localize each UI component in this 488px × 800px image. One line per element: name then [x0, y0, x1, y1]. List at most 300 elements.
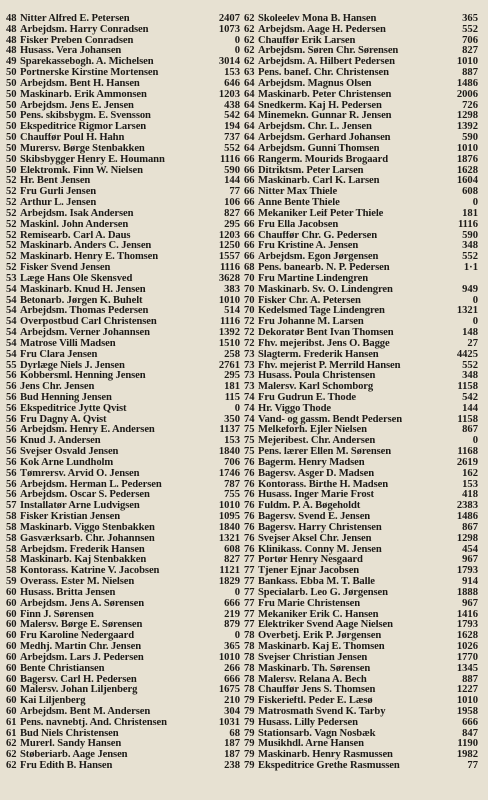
house-number: 52 [6, 198, 17, 209]
house-number: 70 [244, 284, 255, 295]
list-row [6, 415, 240, 426]
resident-name: Kobbersml. Henning Jensen [20, 371, 146, 382]
resident-name: Remisearb. Carl A. Daus [20, 230, 131, 241]
house-number: 77 [244, 598, 255, 609]
resident-name: Ekspeditrice Rigmor Larsen [20, 122, 147, 133]
assessed-income: 77 [229, 187, 240, 198]
assessed-income: 867 [462, 425, 478, 436]
list-row [244, 610, 478, 621]
resident-name: Husass. Inger Marie Frost [258, 490, 374, 501]
resident-name: Arbejdsm. Herman L. Pedersen [20, 479, 162, 490]
house-number: 58 [6, 522, 17, 533]
assessed-income: 1158 [457, 382, 478, 393]
list-row [244, 101, 478, 112]
house-number: 59 [6, 577, 17, 588]
resident-name: Mekaniker Leif Peter Thiele [258, 208, 384, 219]
list-row [244, 25, 478, 36]
list-row [244, 187, 478, 198]
house-number: 50 [6, 68, 17, 79]
assessed-income: 1746 [218, 468, 240, 479]
assessed-income: 1010 [456, 143, 478, 154]
list-row [244, 458, 478, 469]
assessed-income: 2407 [218, 14, 240, 24]
list-row [244, 166, 478, 177]
list-row [244, 285, 478, 296]
house-number: 58 [6, 555, 17, 566]
assessed-income: 1321 [456, 306, 478, 317]
list-row [6, 425, 240, 436]
house-number: 77 [244, 555, 255, 566]
resident-name: Fru Gurli Jensen [20, 187, 97, 198]
resident-name: Fhv. mejeribst. Jens O. Bagge [258, 338, 390, 349]
list-row [6, 436, 240, 447]
assessed-income: 0 [234, 587, 240, 598]
assessed-income: 1·1 [463, 263, 478, 274]
assessed-income: 350 [224, 414, 240, 425]
resident-name: Mejeribest. Chr. Andersen [258, 436, 376, 447]
house-number: 54 [6, 284, 17, 295]
assessed-income: 27 [467, 338, 478, 349]
resident-name: Arbejdsm. Frederik Hansen [20, 544, 145, 555]
house-number: 79 [244, 750, 255, 761]
list-row [6, 36, 240, 47]
assessed-income: 304 [224, 707, 240, 717]
resident-name: Musikhdl. Arne Hansen [258, 739, 364, 750]
list-row [244, 263, 478, 274]
assessed-income: 726 [462, 100, 478, 111]
house-number: 66 [244, 154, 255, 165]
house-number: 58 [6, 566, 17, 577]
house-number: 60 [6, 587, 17, 598]
house-number: 58 [6, 512, 17, 523]
house-number: 56 [6, 457, 17, 468]
resident-name: Husass. Britta Jensen [20, 587, 116, 598]
list-row [244, 393, 478, 404]
list-row [6, 664, 240, 675]
house-number: 54 [6, 306, 17, 317]
list-row [244, 739, 478, 750]
resident-name: Installatør Arne Ludvigsen [20, 501, 140, 512]
resident-name: Kontorass. Katrine V. Jacobsen [20, 566, 160, 577]
assessed-income: 1958 [456, 707, 478, 717]
assessed-income: 454 [462, 544, 478, 555]
resident-name: Arbejdsm. Søren Chr. Sørensen [258, 46, 399, 57]
assessed-income: 258 [224, 349, 240, 360]
house-number: 73 [244, 382, 255, 393]
list-row [244, 447, 478, 458]
list-row [6, 534, 240, 545]
assessed-income: 153 [224, 68, 240, 79]
list-row [6, 90, 240, 101]
assessed-income: 2619 [456, 457, 478, 468]
house-number: 64 [244, 111, 255, 122]
assessed-income: 4425 [456, 349, 478, 360]
house-number: 56 [6, 425, 17, 436]
house-number: 72 [244, 317, 255, 328]
assessed-income: 1793 [456, 566, 478, 577]
list-row [6, 231, 240, 242]
assessed-income: 0 [472, 295, 478, 306]
list-row [6, 577, 240, 588]
house-number: 64 [244, 78, 255, 89]
list-row [244, 675, 478, 686]
house-number: 48 [6, 14, 17, 24]
resident-name: Pens. lærer Ellen M. Sørensen [258, 447, 392, 458]
list-row [6, 328, 240, 339]
house-number: 74 [244, 403, 255, 414]
list-row [6, 361, 240, 372]
house-number: 76 [244, 501, 255, 512]
house-number: 52 [6, 252, 17, 263]
resident-name: Fru Johanne M. Larsen [258, 317, 364, 328]
list-row [244, 707, 478, 718]
resident-name: Arbejdsm. Chr. L. Jensen [258, 122, 372, 133]
assessed-income: 295 [224, 219, 240, 230]
house-number: 76 [244, 512, 255, 523]
resident-name: Overpostbud Carl Christensen [20, 317, 157, 328]
house-number: 79 [244, 707, 255, 717]
assessed-income: 0 [234, 46, 240, 57]
list-row [6, 707, 240, 718]
assessed-income: 666 [224, 598, 240, 609]
list-row [244, 523, 478, 534]
resident-name: Rangerm. Mourids Brogaard [258, 154, 389, 165]
resident-name: Kai Liljenberg [20, 696, 86, 707]
assessed-income: 1345 [456, 663, 478, 674]
list-row [244, 469, 478, 480]
assessed-income: 1137 [219, 425, 240, 436]
list-row [6, 523, 240, 534]
resident-name: Maskinarb. Kaj E. Thomsen [258, 642, 385, 653]
list-row [244, 79, 478, 90]
list-row [244, 750, 478, 761]
resident-name: Arbejdsm. Aage H. Pedersen [258, 24, 386, 35]
assessed-income: 949 [462, 284, 478, 295]
assessed-income: 1298 [456, 111, 478, 122]
house-number: 54 [6, 338, 17, 349]
house-number: 56 [6, 490, 17, 501]
house-number: 77 [244, 566, 255, 577]
house-number: 56 [6, 447, 17, 458]
list-row [244, 490, 478, 501]
list-row [244, 231, 478, 242]
list-row [244, 653, 478, 664]
resident-name: Bente Christiansen [20, 663, 105, 674]
list-row [6, 46, 240, 57]
house-number: 56 [6, 414, 17, 425]
list-row [244, 274, 478, 285]
house-number: 50 [6, 154, 17, 165]
house-number: 62 [6, 739, 17, 750]
resident-name: Bagersv. Svend E. Jensen [258, 512, 371, 523]
resident-name: Skibsbygger Henry E. Houmann [20, 154, 165, 165]
assessed-income: 365 [462, 14, 478, 24]
assessed-income: 2006 [456, 89, 478, 100]
resident-name: Elektromk. Finn W. Nielsen [20, 165, 143, 176]
house-number: 76 [244, 457, 255, 468]
list-row [6, 187, 240, 198]
assessed-income: 0 [472, 436, 478, 447]
assessed-income: 1888 [456, 587, 478, 598]
resident-name: Finn J. Sørensen [20, 609, 94, 620]
list-row [244, 404, 478, 415]
assessed-income: 1486 [456, 512, 478, 523]
house-number: 73 [244, 371, 255, 382]
house-number: 70 [244, 273, 255, 284]
house-number: 60 [6, 642, 17, 653]
house-number: 78 [244, 642, 255, 653]
house-number: 54 [6, 295, 17, 306]
resident-name: Maskinarb. Viggo Stenbakken [20, 522, 155, 533]
assessed-income: 181 [224, 382, 240, 393]
resident-name: Arbejdsm. Jens A. Sørensen [20, 598, 145, 609]
house-number: 61 [6, 728, 17, 739]
list-row [244, 241, 478, 252]
list-row [244, 328, 478, 339]
resident-name: Arbejdsm. Lars J. Pedersen [20, 652, 144, 663]
list-row [244, 306, 478, 317]
house-number: 75 [244, 436, 255, 447]
assessed-income: 348 [462, 371, 478, 382]
assessed-income: 1982 [456, 750, 478, 761]
list-row [6, 285, 240, 296]
house-number: 62 [244, 57, 255, 68]
resident-name: Portør Henry Nesgaard [258, 555, 363, 566]
assessed-income: 1486 [456, 78, 478, 89]
resident-name: Arbejdsm. A. Hilbert Pedersen [258, 57, 395, 68]
resident-name: Malersv. Relana A. Bech [258, 674, 367, 685]
assessed-income: 1628 [456, 631, 478, 642]
resident-name: Fhv. mejerist P. Merrild Hansen [258, 360, 401, 371]
house-number: 60 [6, 652, 17, 663]
house-number: 78 [244, 663, 255, 674]
resident-name: Chauffør Jens S. Thomsen [258, 685, 376, 696]
list-row [6, 501, 240, 512]
list-row [6, 696, 240, 707]
assessed-income: 1116 [219, 263, 240, 274]
list-row [6, 371, 240, 382]
assessed-income: 967 [462, 598, 478, 609]
house-number: 50 [6, 143, 17, 154]
assessed-income: 1793 [456, 620, 478, 631]
list-row [6, 382, 240, 393]
resident-name: Maskinarb. Anders C. Jensen [20, 241, 152, 252]
resident-name: Kontorass. Birthe H. Madsen [258, 479, 389, 490]
house-number: 77 [244, 609, 255, 620]
resident-name: Maskinarb. Erik Ammonsen [20, 89, 147, 100]
resident-name: Arbejdsm. Egon Jørgensen [258, 252, 379, 263]
assessed-income: 542 [462, 392, 478, 403]
list-row [6, 57, 240, 68]
house-number: 60 [6, 696, 17, 707]
list-row [244, 220, 478, 231]
assessed-income: 590 [462, 230, 478, 241]
resident-name: Arthur L. Jensen [20, 198, 97, 209]
house-number: 52 [6, 187, 17, 198]
house-number: 72 [244, 328, 255, 339]
assessed-income: 106 [224, 198, 240, 209]
house-number: 76 [244, 468, 255, 479]
resident-name: Bankass. Ebba M. T. Balle [258, 577, 375, 588]
house-number: 78 [244, 631, 255, 642]
list-row [244, 631, 478, 642]
house-number: 62 [6, 761, 17, 772]
resident-name: Fru Karoline Nedergaard [20, 631, 135, 642]
list-row [6, 480, 240, 491]
list-row [244, 111, 478, 122]
house-number: 77 [244, 577, 255, 588]
assessed-income: 1203 [218, 230, 240, 241]
resident-name: Fru Gudrun E. Thode [258, 392, 356, 403]
house-number: 56 [6, 371, 17, 382]
assessed-income: 706 [462, 35, 478, 46]
assessed-income: 1416 [456, 609, 478, 620]
assessed-income: 1829 [218, 577, 240, 588]
house-number: 48 [6, 46, 17, 57]
assessed-income: 77 [467, 761, 478, 772]
house-number: 48 [6, 35, 17, 46]
list-row [6, 447, 240, 458]
assessed-income: 1250 [218, 241, 240, 252]
house-number: 64 [244, 143, 255, 154]
assessed-income: 706 [224, 457, 240, 468]
assessed-income: 181 [462, 208, 478, 219]
house-number: 79 [244, 696, 255, 707]
list-row [6, 631, 240, 642]
assessed-income: 68 [229, 728, 240, 739]
assessed-income: 1168 [457, 447, 478, 458]
house-number: 72 [244, 338, 255, 349]
assessed-income: 162 [462, 468, 478, 479]
list-row [244, 155, 478, 166]
house-number: 76 [244, 479, 255, 490]
assessed-income: 666 [224, 674, 240, 685]
resident-name: Murersv. Børge Stenbakken [20, 143, 145, 154]
assessed-income: 1010 [218, 652, 240, 663]
house-number: 78 [244, 685, 255, 696]
house-number: 50 [6, 133, 17, 144]
assessed-income: 0 [472, 317, 478, 328]
list-row [6, 111, 240, 122]
list-row [6, 404, 240, 415]
resident-name: Maskinarb. Henry Rasmussen [258, 750, 393, 761]
resident-name: Pens. navnebtj. And. Christensen [20, 717, 167, 728]
resident-name: Pens. banearb. N. P. Pedersen [258, 263, 390, 274]
house-number: 70 [244, 295, 255, 306]
list-row [244, 176, 478, 187]
resident-name: Ekspeditrice Grethe Rasmussen [258, 761, 400, 772]
resident-name: Maskinarb. Henry E. Thomsen [20, 252, 159, 263]
assessed-income: 0 [234, 35, 240, 46]
assessed-income: 238 [224, 761, 240, 772]
house-number: 56 [6, 392, 17, 403]
list-row [244, 361, 478, 372]
list-row [6, 101, 240, 112]
list-row [6, 68, 240, 79]
assessed-income: 3014 [218, 57, 240, 68]
house-number: 54 [6, 328, 17, 339]
assessed-income: 1010 [218, 295, 240, 306]
house-number: 52 [6, 219, 17, 230]
list-row [244, 425, 478, 436]
list-row [6, 642, 240, 653]
assessed-income: 590 [462, 133, 478, 144]
house-number: 79 [244, 728, 255, 739]
list-row [6, 274, 240, 285]
list-row [244, 685, 478, 696]
list-row [6, 306, 240, 317]
resident-name: Stationsarb. Vagn Nosbæk [258, 728, 376, 739]
assessed-income: 2383 [456, 501, 478, 512]
resident-name: Dyrlæge Niels J. Jensen [20, 360, 125, 371]
resident-name: Matrosmath Svend K. Tarby [258, 707, 386, 717]
list-row [6, 14, 240, 25]
house-number: 56 [6, 479, 17, 490]
resident-name: Ditriktsm. Peter Larsen [258, 165, 364, 176]
list-row [6, 718, 240, 729]
house-number: 66 [244, 208, 255, 219]
assessed-income: 144 [462, 403, 478, 414]
assessed-income: 1392 [456, 122, 478, 133]
resident-name: Fisker Preben Conradsen [20, 35, 134, 46]
assessed-income: 348 [462, 241, 478, 252]
house-number: 50 [6, 111, 17, 122]
list-row [244, 599, 478, 610]
resident-name: Arbejdsm. Bent M. Andersen [20, 707, 151, 717]
list-row [244, 339, 478, 350]
list-row [6, 166, 240, 177]
house-number: 73 [244, 349, 255, 360]
right-column [244, 14, 478, 800]
resident-name: Husass. Vera Johansen [20, 46, 122, 57]
house-number: 77 [244, 587, 255, 598]
resident-name: Maskinarb. Kaj Stenbakken [20, 555, 147, 566]
resident-name: Maskinarb. Sv. O. Lindengren [258, 284, 393, 295]
assessed-income: 115 [224, 392, 240, 403]
list-row [244, 620, 478, 631]
list-row [6, 729, 240, 740]
resident-name: Overass. Ester M. Nielsen [20, 577, 135, 588]
house-number: 68 [244, 263, 255, 274]
house-number: 75 [244, 425, 255, 436]
house-number: 76 [244, 522, 255, 533]
resident-name: Sparekassebogh. A. Michelsen [20, 57, 154, 68]
list-row [244, 480, 478, 491]
assessed-income: 1510 [218, 338, 240, 349]
house-number: 78 [244, 652, 255, 663]
assessed-income: 1073 [218, 24, 240, 35]
house-number: 54 [6, 349, 17, 360]
house-number: 60 [6, 631, 17, 642]
list-row [6, 761, 240, 772]
resident-name: Malersv. Karl Schomborg [258, 382, 374, 393]
house-number: 64 [244, 133, 255, 144]
assessed-income: 210 [224, 696, 240, 707]
resident-name: Maskinarb. Th. Sørensen [258, 663, 371, 674]
resident-name: Fisker Svend Jensen [20, 263, 111, 274]
assessed-income: 755 [224, 490, 240, 501]
house-number: 66 [244, 198, 255, 209]
list-row [244, 415, 478, 426]
resident-name: Nitter Alfred E. Petersen [20, 14, 130, 24]
list-row [244, 371, 478, 382]
house-number: 75 [244, 447, 255, 458]
assessed-income: 194 [224, 122, 240, 133]
house-number: 53 [6, 273, 17, 284]
assessed-income: 1116 [457, 219, 478, 230]
resident-name: Arbejdsm. Magnus Olsen [258, 78, 372, 89]
resident-name: Arbejdsm. Thomas Pedersen [20, 306, 149, 317]
